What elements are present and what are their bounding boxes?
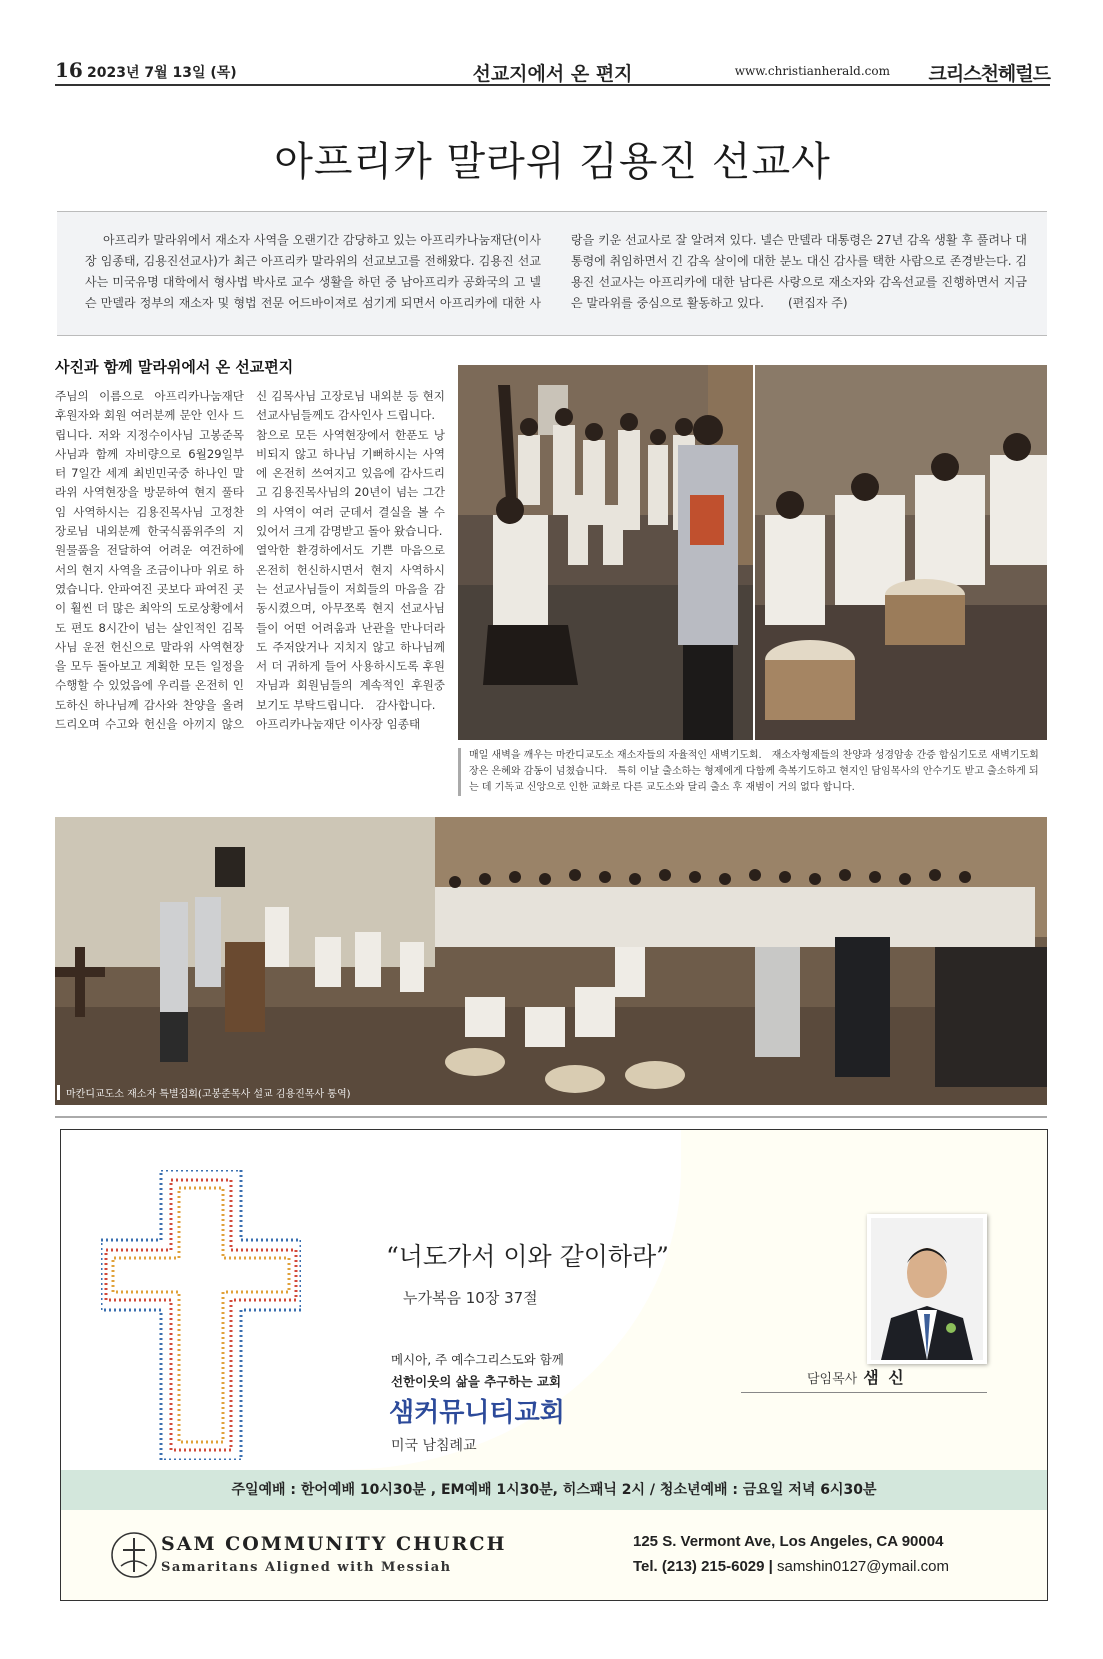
pastor-credit [741,1365,987,1393]
church-name-korean: 샘커뮤니티교회 [389,1398,565,1428]
ad-tagline-1: 메시아, 주 예수그리스도와 함께 [391,1352,564,1367]
photo-dawn-prayer-kneeling [458,365,753,740]
church-email[interactable]: samshin0127@ymail.com [777,1558,949,1575]
crowd-cross-graphic [101,1170,301,1460]
section-title: 선교지에서 온 편지 [472,63,633,85]
pastor-name: 샘 신 [863,1368,906,1387]
article-body-text: 주님의 이름으로 아프리카나눔재단 후원자와 회원 여러분께 문안 인사 드립니다. 저와 지정수이사님 고봉준목사님과 함께 자비량으로 6월29일부터 7일간 세계 최빈민국중 하나인 말라위 사역현장을 방문하여 현지 풀타임 사역하시는 김용진목사님 고정찬 장로님 내외분께 한국식품위주의 지원물품을 전달하여 어려운 여건하에서의 현지 사역을 조금이나마 위로 하였습니다. 안파여진 곳보다 파여진 곳이 훨씬 더 많은 최악의 도로상황에서도 편도 8시간이 넘는 살인적인 김목사님 운전 헌신으로 말라위 사역현장을 모두 돌아보고 계획한 모든 일정을 수행할 수 있었음에 우리를 온전히 인도하신 하나님께 감사와 찬양을 올려 드리오며 수고와 헌신을 아끼지 않으신 김목사님 고장로님 내외분 등 현지선교사님들께도 감사인사 드립니다. 참으로 모든 사역현장에서 한푼도 낭비되지 않고 하나님 기뻐하시는 사역에 온전히 쓰여지고 있음에 감사드리고 김용진목사님의 20년이 넘는 그간의 사역이 여러 군데서 결실을 볼 수 있어서 크게 감명받고 돌아 왔습니다. 열악한 환경하에서도 기쁜 마음으로 온전히 헌신하시면서 현지 사역하시는 선교사님들이 저희들의 마음을 감동시켰으며, 아무쪼록 현지 선교사님들이 어떤 어려움과 난관을 만나더라도 주저앉거나 지치지 않고 하나님께서 더 귀하게 들어 사용하시도록 후원자님과 회원님들의 계속적인 후원중보기도 부탁드립니다. 감사합니다. 아프리카나눔재단 이사장 임종태 [55,389,445,732]
worship-schedule: 주일예배 : 한어예배 10시30분 , EM예배 1시30분, 히스패닉 2시 / 청소년예배 : 금요일 저녁 6시30분 [61,1470,1047,1510]
ad-scripture-quote: “너도가서 이와 같이하라” [386,1242,669,1271]
church-logo-icon [109,1530,159,1580]
issue-date: 2023년 7월 13일 (목) [87,65,237,81]
pastor-portrait [867,1214,987,1364]
publication-logo: 크리스천헤럴드 [928,63,1050,85]
article-subheading: 사진과 함께 말라위에서 온 선교편지 [55,358,294,376]
photo-dawn-prayer-drums [755,365,1047,740]
editor-intro-box [57,211,1047,336]
church-contact: Tel. (213) 215-6029 | samshin0127@ymail.com [633,1558,949,1575]
article-body [55,387,445,799]
pastor-role: 담임목사 [807,1372,858,1387]
page-header [55,56,1050,86]
ad-tagline-2: 선한이웃의 삶을 추구하는 교회 [391,1374,562,1389]
photo-prison-special-service [55,817,1047,1105]
ad-scripture-reference: 누가복음 10장 37절 [403,1289,538,1307]
photo-caption-dawn-prayer: 매일 새벽을 깨우는 마칸디교도소 재소자들의 자율적인 새벽기도회. 재소자형제들의 찬양과 성경암송 간증 합심기도로 새벽기도회장은 은혜와 감동이 넘쳤습니다. 특히 이날 출소하는 형제에게 다함께 축복기도하고 현지인 담임목사의 안수기도 받고 출소하게 되는 데 기독교 신앙으로 인한 교화로 다른 교도소와 달리 출소 후 재범이 거의 없다 합니다. [458,748,1047,796]
church-advertisement [60,1129,1048,1601]
church-tagline-english: Samaritans Aligned with Messiah [161,1560,452,1575]
church-denomination: 미국 남침례교 [391,1438,477,1454]
editor-intro-text: 아프리카 말라위에서 재소자 사역을 오랜기간 감당하고 있는 아프리카나눔재단(이사장 임종태, 김용진선교사)가 최근 아프리카 말라위의 선교보고를 전해왔다. 김용진 선교사는 미국유명 대학에서 형사법 박사로 교수 생활을 하던 중 남아프리카 공화국의 고 넬슨 만델라 정부의 재소자 및 형법 전문 어드바이져로 섬기게 되면서 아프리카에 대한 사랑을 키운 선교사로 잘 알려져 있다. 넬슨 만델라 대통령은 27년 감옥 생활 후 풀려나 대통령에 취임하면서 긴 감옥 살이에 대한 분노 대신 감사를 택한 사람으로 존경받는다. 김용진 선교사는 아프리카에 대한 남다른 사랑으로 재소자와 감옥선교를 진행하면서 지금은 말라위를 중심으로 활동하고 있다. (편집자 주) [85,233,1027,310]
church-phone[interactable]: Tel. (213) 215-6029 [633,1558,765,1575]
site-url[interactable]: www.christianherald.com [734,64,890,78]
church-name-english: SAM COMMUNITY CHURCH [161,1533,507,1555]
photo-caption-special-service: 마칸디교도소 재소자 특별집회(고봉준목사 설교 김용진목사 통역) [57,1085,351,1100]
article-headline: 아프리카 말라위 김용진 선교사 [274,139,831,185]
church-address: 125 S. Vermont Ave, Los Angeles, CA 90004 [633,1533,944,1550]
section-divider [55,1116,1047,1118]
page-number: 16 [55,58,83,82]
